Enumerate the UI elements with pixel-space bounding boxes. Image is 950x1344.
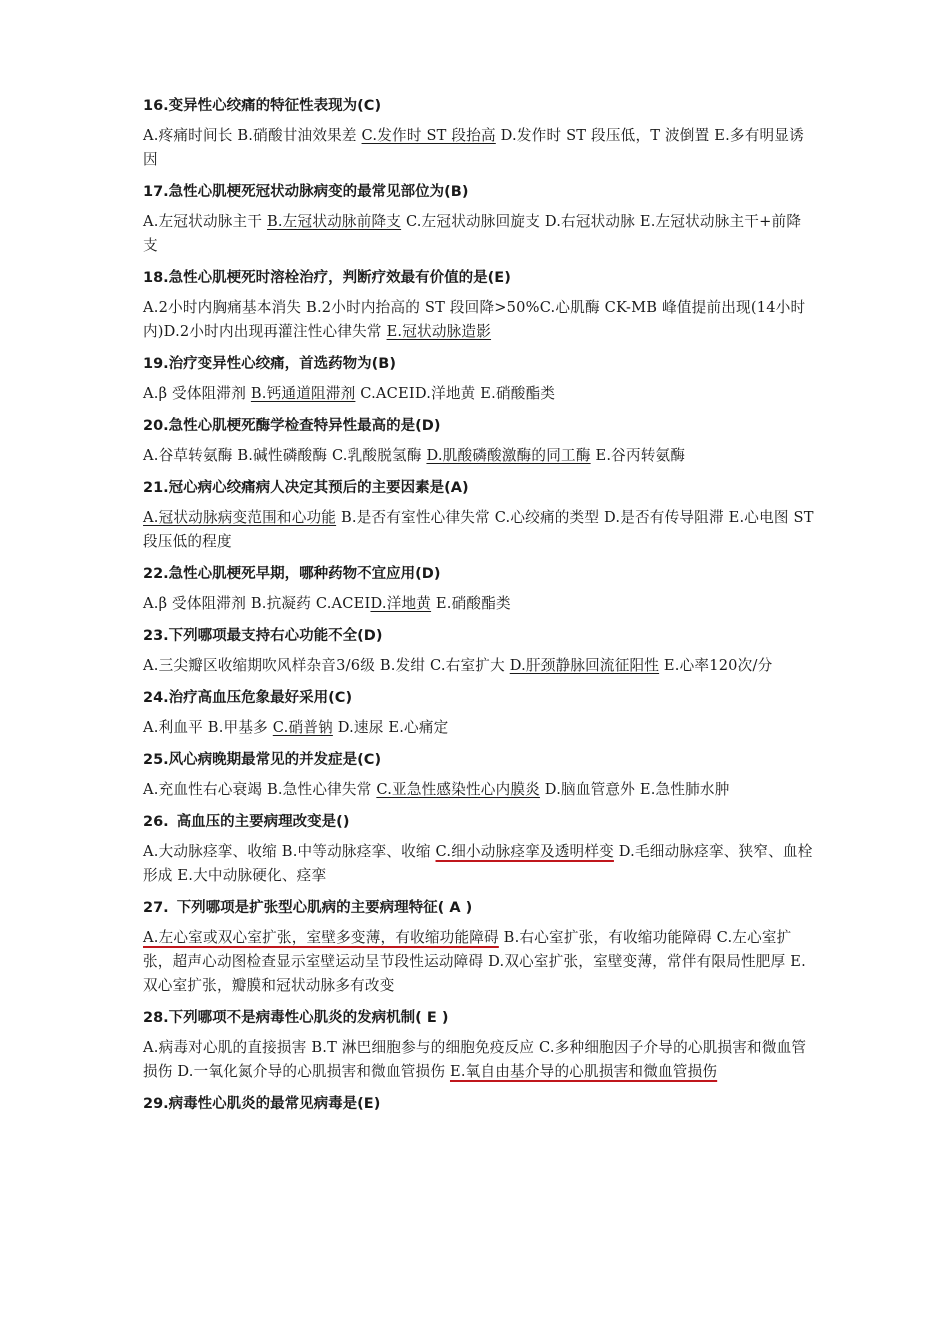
question-title: 20.急性心肌梗死酶学检查特异性最高的是(D)	[143, 418, 441, 434]
correct-answer: A.冠状动脉病变范围和心功能	[143, 509, 337, 526]
question-title	[143, 898, 815, 918]
question-text: 高血压的主要病理改变是()	[176, 814, 350, 830]
options-after: D.发作时 ST 段压低，T 波倒置 E.多有明显诱因	[143, 127, 804, 168]
options-before: A.三尖瓣区收缩期吹风样杂音3/6级 B.发绀 C.右室扩大	[143, 657, 510, 674]
question-20	[143, 416, 815, 468]
correct-answer: E.冠状动脉造影	[386, 323, 492, 340]
answer-options	[143, 654, 815, 678]
question-22	[143, 564, 815, 616]
options-after: D.脑血管意外 E.急性肺水肿	[539, 781, 730, 798]
answer-options	[143, 592, 815, 616]
question-text: 下列哪项是扩张型心肌病的主要病理特征( A )	[176, 900, 473, 916]
answer-options	[143, 210, 815, 258]
options-before: A.大动脉痉挛、收缩 B.中等动脉痉挛、收缩	[143, 843, 436, 860]
question-title: 18.急性心肌梗死时溶栓治疗，判断疗效最有价值的是(E)	[143, 270, 511, 286]
question-title: 23.下列哪项最支持右心功能不全(D)	[143, 628, 383, 644]
answer-options	[143, 778, 815, 802]
question-title: 16.变异性心绞痛的特征性表现为(C)	[143, 98, 382, 114]
correct-answer: C.硝普钠	[272, 719, 333, 736]
options-before: A.病毒对心肌的直接损害 B.T 淋巴细胞参与的细胞免疫反应 C.多种细胞因子介导的心肌损害和微血管损伤 D.一氧化氮介导的心肌损害和微血管损伤	[143, 1039, 807, 1080]
question-29	[143, 1094, 815, 1114]
options-after: E.心率120次/分	[659, 657, 773, 674]
question-24	[143, 688, 815, 740]
answer-options	[143, 926, 815, 998]
question-title: 22.急性心肌梗死早期，哪种药物不宜应用(D)	[143, 566, 441, 582]
options-before: A.β 受体阻滞剂	[143, 385, 251, 402]
answer-options	[143, 1036, 815, 1084]
options-after: D.毛细动脉痉挛、狭窄、血栓形成 E.大中动脉硬化、痉挛	[143, 843, 813, 884]
answer-options	[143, 296, 815, 344]
correct-answer: C.亚急性感染性心内膜炎	[376, 781, 540, 798]
answer-options	[143, 382, 815, 406]
document-page	[143, 96, 815, 1122]
answer-options	[143, 444, 815, 468]
question-title: 28.下列哪项不是病毒性心肌炎的发病机制( E )	[143, 1010, 449, 1026]
correct-answer: C.细小动脉痉挛及透明样变	[435, 843, 614, 860]
options-after: D.速尿 E.心痛定	[332, 719, 449, 736]
question-title: 21.冠心病心绞痛病人决定其预后的主要因素是(A)	[143, 480, 469, 496]
question-title: 25.风心病晚期最常见的并发症是(C)	[143, 752, 382, 768]
correct-answer: E.氧自由基介导的心肌损害和微血管损伤	[449, 1063, 718, 1080]
correct-answer: C.发作时 ST 段抬高	[361, 127, 496, 144]
question-number: 27.	[143, 900, 169, 916]
answer-options	[143, 716, 815, 740]
question-17	[143, 182, 815, 258]
question-28	[143, 1008, 815, 1084]
question-19	[143, 354, 815, 406]
question-title: 17.急性心肌梗死冠状动脉病变的最常见部位为(B)	[143, 184, 469, 200]
answer-options	[143, 124, 815, 172]
correct-answer: D.肝颈静脉回流征阳性	[509, 657, 660, 674]
options-after: B.是否有室性心律失常 C.心绞痛的类型 D.是否有传导阻滞 E.心电图 ST 段压低的程度	[143, 509, 814, 550]
question-21	[143, 478, 815, 554]
options-before: A.左冠状动脉主干	[143, 213, 267, 230]
question-27	[143, 898, 815, 998]
question-16	[143, 96, 815, 172]
options-before: A.疼痛时间长 B.硝酸甘油效果差	[143, 127, 362, 144]
options-before: A.谷草转氨酶 B.碱性磷酸酶 C.乳酸脱氢酶	[143, 447, 427, 464]
question-title: 29.病毒性心肌炎的最常见病毒是(E)	[143, 1096, 381, 1112]
options-before: A.利血平 B.甲基多	[143, 719, 273, 736]
correct-answer: A.左心室或双心室扩张，室壁多变薄，有收缩功能障碍	[143, 929, 499, 946]
question-18	[143, 268, 815, 344]
options-after: E.谷丙转氨酶	[590, 447, 686, 464]
correct-answer: B.左冠状动脉前降支	[266, 213, 402, 230]
question-title: 24.治疗高血压危象最好采用(C)	[143, 690, 353, 706]
options-after: E.硝酸酯类	[431, 595, 511, 612]
options-before: A.充血性右心衰竭 B.急性心律失常	[143, 781, 377, 798]
options-before: A.β 受体阻滞剂 B.抗凝药 C.ACEI	[143, 595, 371, 612]
question-25	[143, 750, 815, 802]
question-26	[143, 812, 815, 888]
question-number: 26.	[143, 814, 169, 830]
question-23	[143, 626, 815, 678]
options-before: A.2小时内胸痛基本消失 B.2小时内抬高的 ST 段回降>50%C.心肌酶 CK-MB 峰值提前出现(14小时内)D.2小时内出现再灌注性心律失常	[143, 299, 806, 340]
question-title	[143, 812, 815, 832]
answer-options	[143, 840, 815, 888]
options-after: B.右心室扩张，有收缩功能障碍 C.左心室扩张，超声心动图检查显示室壁运动呈节段性运动障碍 D.双心室扩张，室壁变薄，常伴有限局性肥厚 E.双心室扩张，瓣膜和冠状动脉多有改变	[143, 929, 806, 994]
question-title: 19.治疗变异性心绞痛，首选药物为(B)	[143, 356, 396, 372]
correct-answer: D.肌酸磷酸激酶的同工酶	[426, 447, 591, 464]
correct-answer: B.钙通道阻滞剂	[250, 385, 356, 402]
options-after: C.左冠状动脉回旋支 D.右冠状动脉 E.左冠状动脉主干+前降支	[143, 213, 802, 254]
answer-options	[143, 506, 815, 554]
options-after: C.ACEID.洋地黄 E.硝酸酯类	[355, 385, 556, 402]
correct-answer: D.洋地黄	[370, 595, 432, 612]
